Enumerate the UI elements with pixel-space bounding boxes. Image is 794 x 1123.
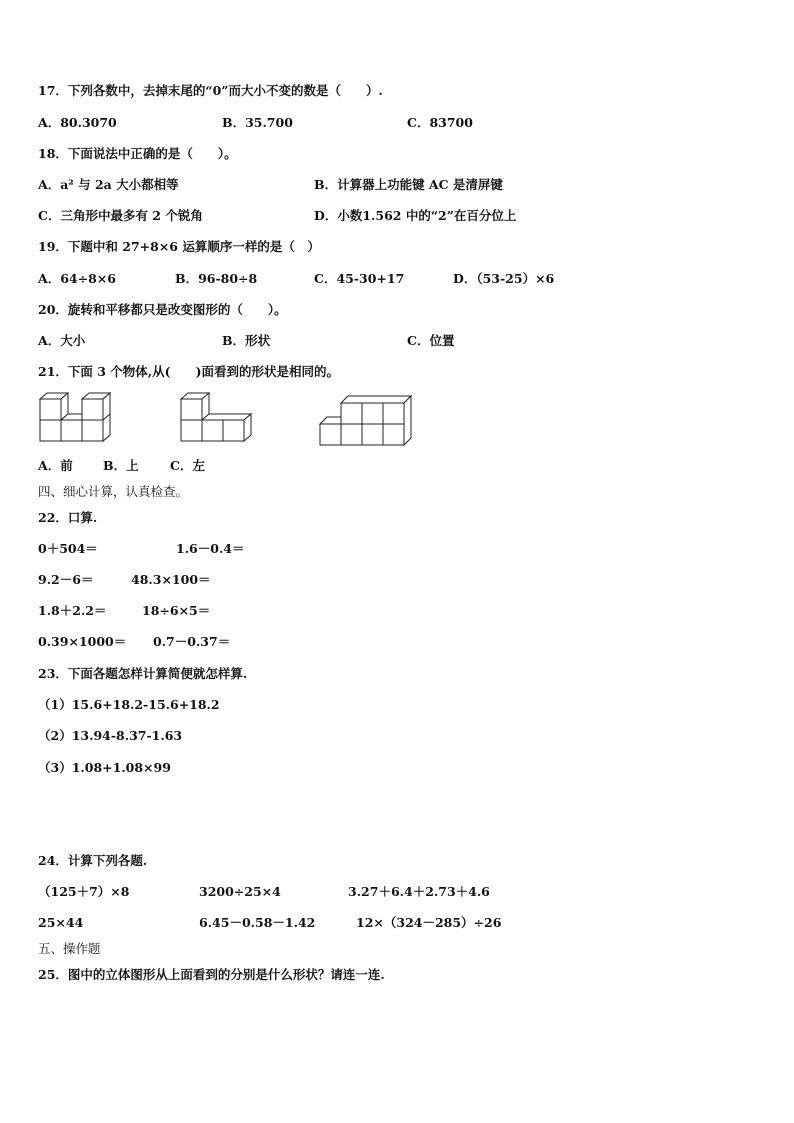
q18-option-d[interactable]: D．小数1.562 中的“2”在百分位上 <box>314 208 517 223</box>
q21-option-b[interactable]: B．上 <box>103 458 139 473</box>
q22-item: 9.2－6＝ <box>38 572 94 587</box>
section-4-title: 四、细心计算，认真检查。 <box>38 484 189 499</box>
q21-figure-1 <box>39 392 115 442</box>
q24-stem: 24．计算下列各题. <box>38 853 148 868</box>
q24-item: 12×（324－285）÷26 <box>356 915 502 930</box>
q20-option-c[interactable]: C．位置 <box>407 333 455 348</box>
q19-option-a[interactable]: A．64÷8×6 <box>38 271 116 286</box>
q24-item: 6.45－0.58－1.42 <box>199 915 316 930</box>
q19-option-c[interactable]: C．45-30+17 <box>314 271 405 286</box>
q22-item: 0.7－0.37＝ <box>153 634 231 649</box>
section-5-title: 五、操作题 <box>38 941 101 956</box>
q19-stem: 19．下题中和 27+8×6 运算顺序一样的是（ ） <box>38 239 320 254</box>
q24-item: 25×44 <box>38 915 84 930</box>
q18-option-c[interactable]: C．三角形中最多有 2 个锐角 <box>38 208 203 223</box>
q24-item: 3200÷25×4 <box>199 884 281 899</box>
q21-option-a[interactable]: A．前 <box>38 458 73 473</box>
q17-option-b[interactable]: B．35.700 <box>222 115 293 130</box>
q25-stem: 25．图中的立体图形从上面看到的分别是什么形状？请连一连. <box>38 967 385 982</box>
q21-option-c[interactable]: C．左 <box>170 458 205 473</box>
q22-item: 1.8＋2.2＝ <box>38 603 107 618</box>
q18-stem: 18．下面说法中正确的是（ ）。 <box>38 146 237 161</box>
q24-item: （125＋7）×8 <box>38 884 130 899</box>
q22-item: 1.6－0.4＝ <box>176 541 245 556</box>
q17-option-c[interactable]: C．83700 <box>407 115 473 130</box>
q22-item: 0＋504＝ <box>38 541 98 556</box>
q23-item: （3）1.08+1.08×99 <box>38 760 171 775</box>
q20-stem: 20．旋转和平移都只是改变图形的（ ）。 <box>38 302 287 317</box>
q23-item: （1）15.6+18.2-15.6+18.2 <box>38 697 220 712</box>
q18-option-b[interactable]: B．计算器上功能键 AC 是清屏键 <box>314 177 503 192</box>
q22-stem: 22．口算. <box>38 510 98 525</box>
q23-item: （2）13.94-8.37-1.63 <box>38 728 183 743</box>
q22-item: 48.3×100＝ <box>131 572 211 587</box>
q22-item: 0.39×1000＝ <box>38 634 127 649</box>
q21-stem: 21．下面 3 个物体,从( )面看到的形状是相同的。 <box>38 364 339 379</box>
q17-option-a[interactable]: A．80.3070 <box>38 115 117 130</box>
q19-option-b[interactable]: B．96-80÷8 <box>175 271 258 286</box>
q21-figure-2 <box>180 392 256 442</box>
q18-option-a[interactable]: A．a² 与 2a 大小都相等 <box>38 177 179 192</box>
q17-stem: 17．下列各数中，去掉末尾的“0”而大小不变的数是（ ）. <box>38 83 383 98</box>
q23-stem: 23．下面各题怎样计算简便就怎样算. <box>38 666 248 681</box>
q22-item: 18÷6×5＝ <box>142 603 211 618</box>
q19-option-d[interactable]: D．（53-25）×6 <box>453 271 555 286</box>
q21-figure-3 <box>319 392 415 447</box>
q24-item: 3.27＋6.4＋2.73＋4.6 <box>348 884 490 899</box>
q20-option-b[interactable]: B．形状 <box>222 333 271 348</box>
q20-option-a[interactable]: A．大小 <box>38 333 86 348</box>
